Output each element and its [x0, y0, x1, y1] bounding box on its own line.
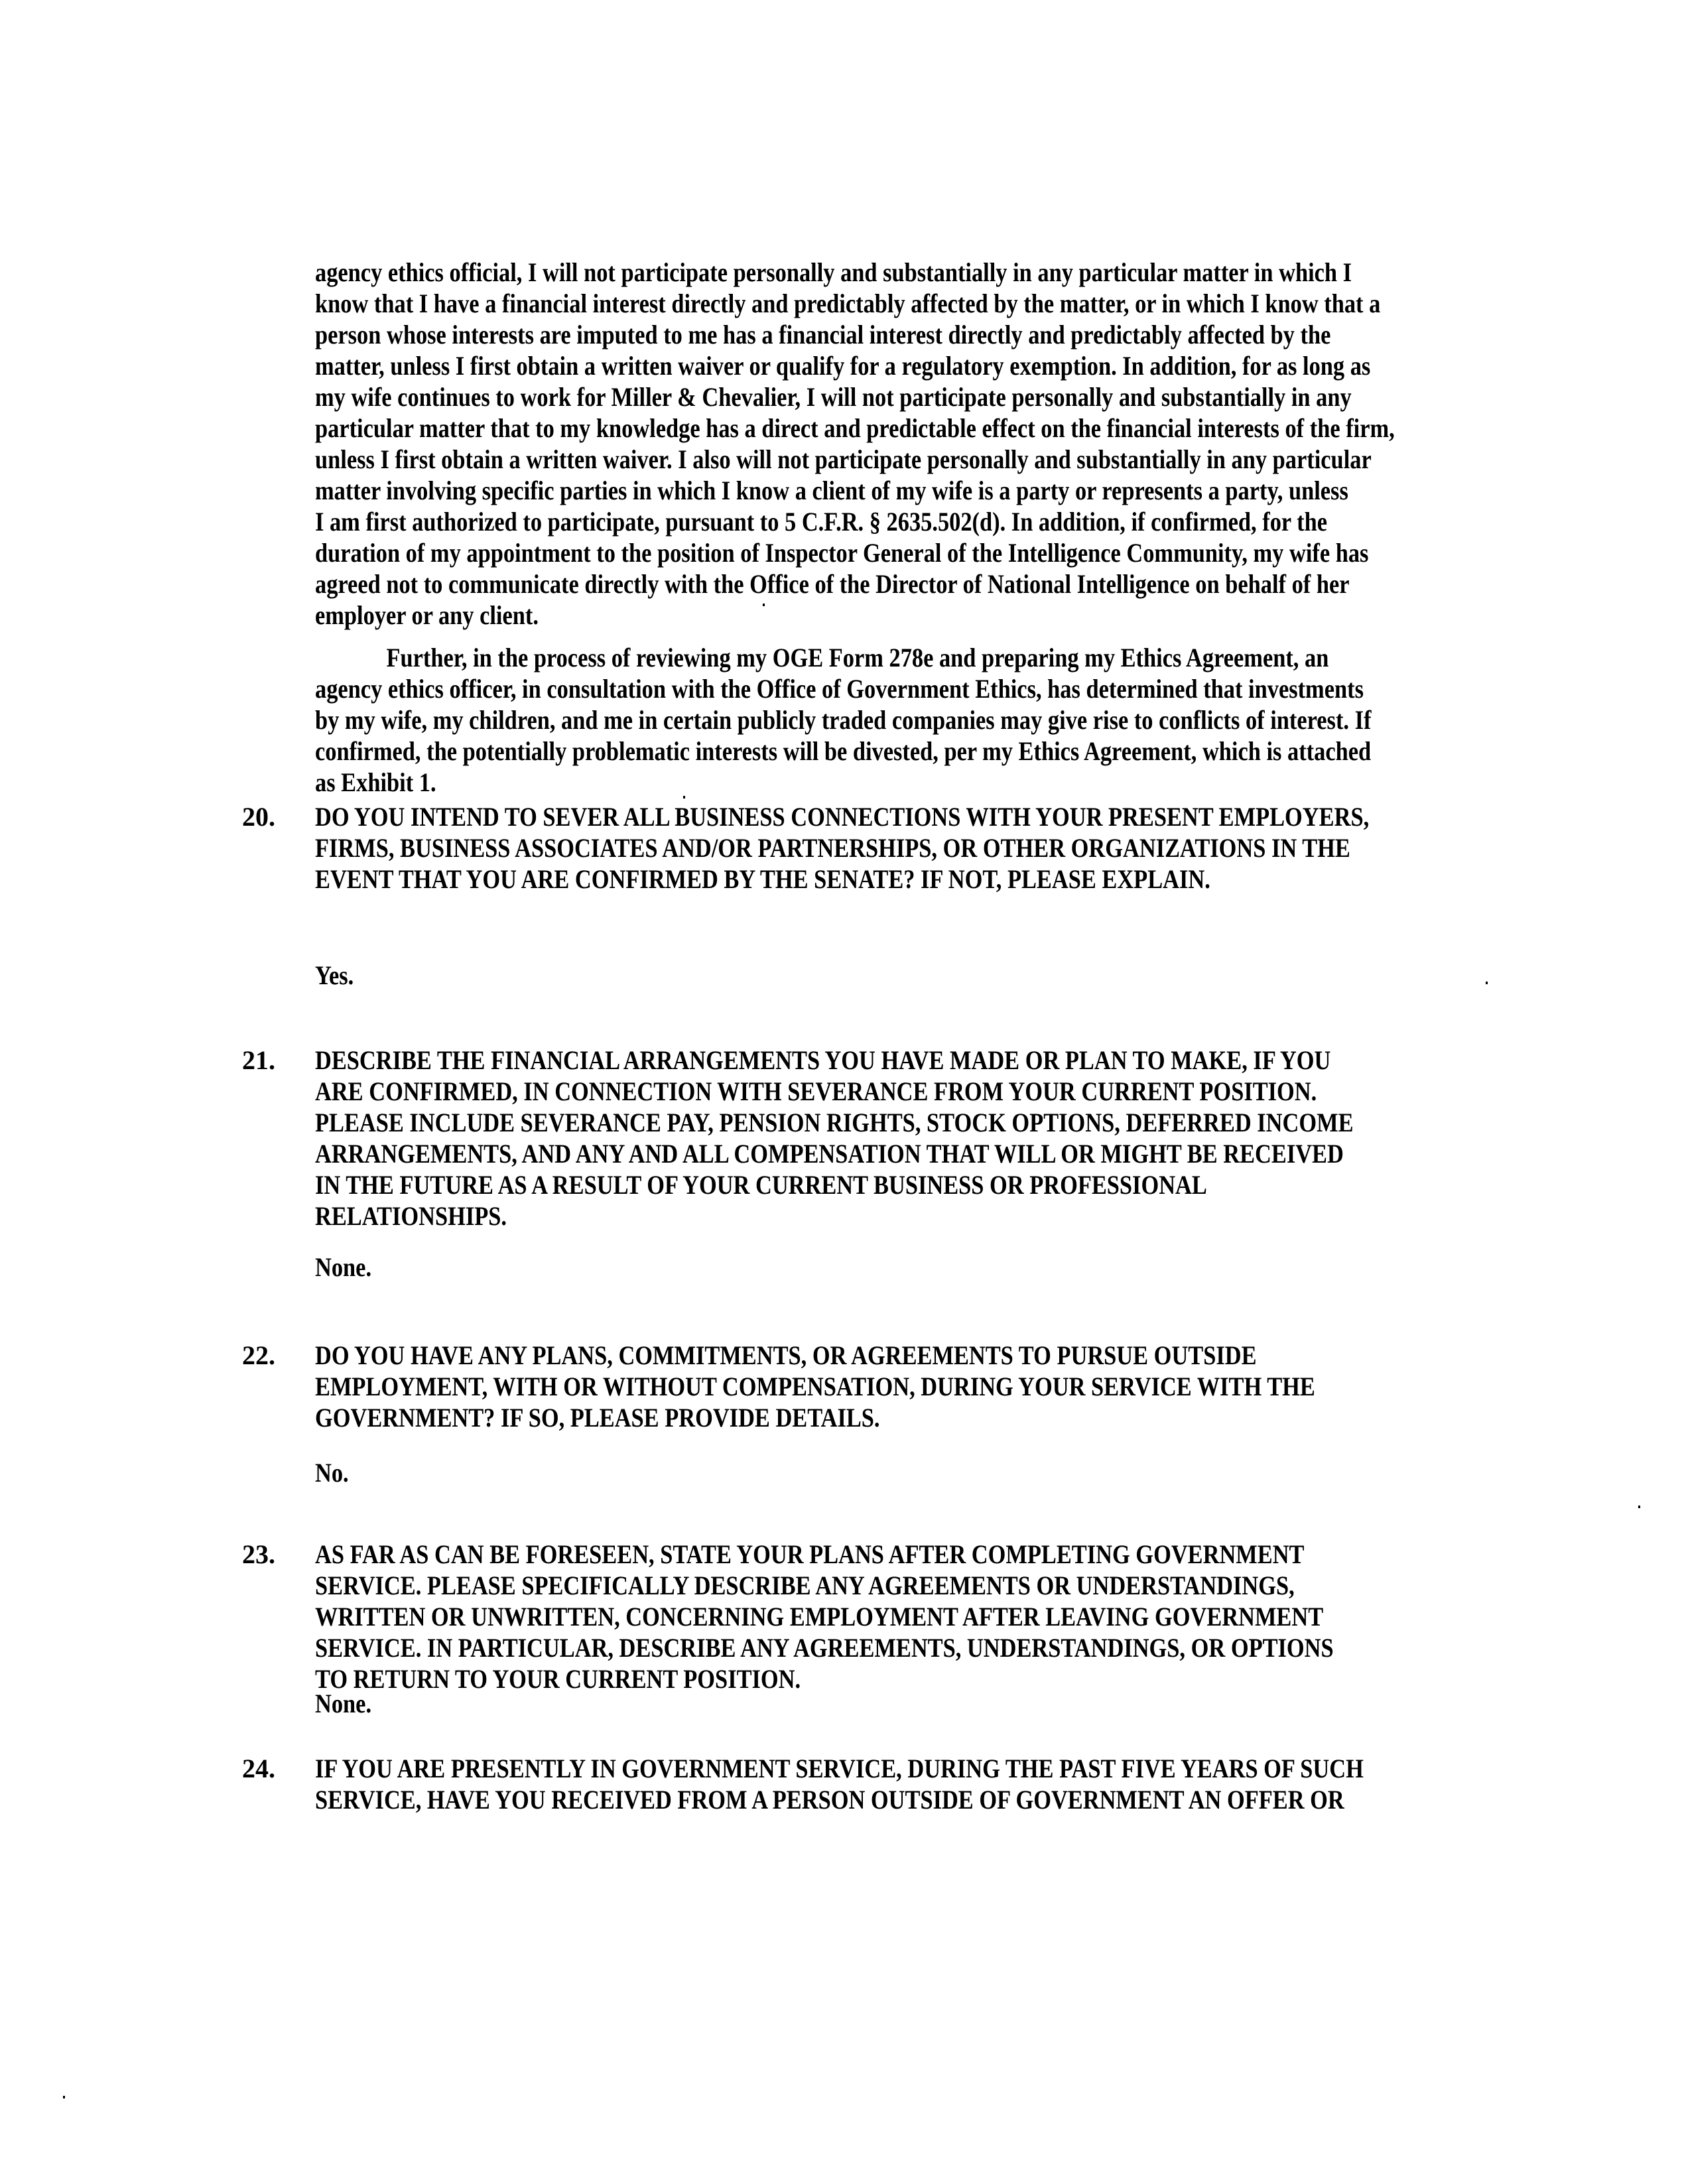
answer-text: None.: [315, 1252, 372, 1282]
answer-text: No.: [315, 1458, 349, 1488]
scan-speck: [763, 604, 765, 606]
text-line: DO YOU INTEND TO SEVER ALL BUSINESS CONNECTIONS WITH YOUR PRESENT EMPLOYERS,: [315, 802, 1370, 832]
text-line: duration of my appointment to the position of Inspector General of the Intelligence Community, my wife has: [315, 538, 1369, 568]
text-line: unless I first obtain a written waiver. I also will not participate personally and substantially in any particular: [315, 444, 1372, 474]
scan-speck: [63, 2096, 65, 2098]
text-line: WRITTEN OR UNWRITTEN, CONCERNING EMPLOYMENT AFTER LEAVING GOVERNMENT: [315, 1602, 1324, 1632]
question-number: 20.: [242, 802, 275, 832]
text-line: ARE CONFIRMED, IN CONNECTION WITH SEVERANCE FROM YOUR CURRENT POSITION.: [315, 1076, 1317, 1106]
question-number: 22.: [242, 1340, 275, 1370]
scan-speck: [1486, 982, 1488, 984]
question-text: [315, 1753, 1364, 1815]
paragraph-recusal: [315, 257, 1395, 631]
text-line: by my wife, my children, and me in certain publicly traded companies may give rise to conflicts of interest. If: [315, 705, 1372, 735]
question-text: [315, 1340, 1315, 1433]
text-line: ARRANGEMENTS, AND ANY AND ALL COMPENSATION THAT WILL OR MIGHT BE RECEIVED: [315, 1139, 1344, 1169]
question-text: [315, 1539, 1334, 1695]
text-line: FIRMS, BUSINESS ASSOCIATES AND/OR PARTNERSHIPS, OR OTHER ORGANIZATIONS IN THE: [315, 833, 1350, 863]
scan-speck: [1638, 1506, 1640, 1508]
text-line: confirmed, the potentially problematic interests will be divested, per my Ethics Agreement, which is attached: [315, 736, 1372, 766]
question-number: 21.: [242, 1045, 275, 1075]
answer-text: None.: [315, 1689, 372, 1718]
text-line: TO RETURN TO YOUR CURRENT POSITION.: [315, 1664, 801, 1694]
text-line: know that I have a financial interest directly and predictably affected by the matter, or in which I know that a: [315, 289, 1381, 318]
text-line: particular matter that to my knowledge has a direct and predictable effect on the financial interests of the firm,: [315, 413, 1395, 443]
text-line: I am first authorized to participate, pursuant to 5 C.F.R. § 2635.502(d). In addition, if confirmed, for the: [315, 507, 1328, 537]
text-line: employer or any client.: [315, 600, 539, 630]
text-line: DO YOU HAVE ANY PLANS, COMMITMENTS, OR AGREEMENTS TO PURSUE OUTSIDE: [315, 1340, 1257, 1370]
text-line: RELATIONSHIPS.: [315, 1201, 507, 1231]
text-line: as Exhibit 1.: [315, 767, 436, 797]
text-line: agency ethics official, I will not participate personally and substantially in any particular matter in which I: [315, 257, 1352, 287]
text-line: SERVICE, HAVE YOU RECEIVED FROM A PERSON OUTSIDE OF GOVERNMENT AN OFFER OR: [315, 1785, 1344, 1815]
text-line: GOVERNMENT? IF SO, PLEASE PROVIDE DETAILS.: [315, 1403, 880, 1433]
text-line: my wife continues to work for Miller & Chevalier, I will not participate personally and substantially in any: [315, 382, 1352, 412]
text-line: IF YOU ARE PRESENTLY IN GOVERNMENT SERVICE, DURING THE PAST FIVE YEARS OF SUCH: [315, 1754, 1364, 1783]
text-line: AS FAR AS CAN BE FORESEEN, STATE YOUR PLANS AFTER COMPLETING GOVERNMENT: [315, 1539, 1305, 1569]
paragraph-divestiture: [315, 642, 1371, 798]
text-line: Further, in the process of reviewing my OGE Form 278e and preparing my Ethics Agreement, an: [386, 643, 1329, 673]
text-line: EVENT THAT YOU ARE CONFIRMED BY THE SENATE? IF NOT, PLEASE EXPLAIN.: [315, 864, 1210, 894]
text-line: matter involving specific parties in which I know a client of my wife is a party or represents a party, unless: [315, 476, 1348, 505]
text-line: DESCRIBE THE FINANCIAL ARRANGEMENTS YOU HAVE MADE OR PLAN TO MAKE, IF YOU: [315, 1045, 1331, 1075]
text-line: agency ethics officer, in consultation with the Office of Government Ethics, has determined that investments: [315, 674, 1364, 704]
text-line: IN THE FUTURE AS A RESULT OF YOUR CURRENT BUSINESS OR PROFESSIONAL: [315, 1170, 1207, 1200]
scan-speck: [683, 796, 685, 799]
question-number: 23.: [242, 1539, 275, 1569]
text-line: SERVICE. PLEASE SPECIFICALLY DESCRIBE ANY AGREEMENTS OR UNDERSTANDINGS,: [315, 1571, 1295, 1600]
question-text: [315, 1045, 1354, 1232]
text-line: SERVICE. IN PARTICULAR, DESCRIBE ANY AGREEMENTS, UNDERSTANDINGS, OR OPTIONS: [315, 1633, 1334, 1663]
text-line: PLEASE INCLUDE SEVERANCE PAY, PENSION RIGHTS, STOCK OPTIONS, DEFERRED INCOME: [315, 1108, 1354, 1137]
text-line: person whose interests are imputed to me has a financial interest directly and predictably affected by the: [315, 320, 1331, 350]
answer-text: Yes.: [315, 960, 354, 990]
question-text: [315, 801, 1369, 895]
text-line: matter, unless I first obtain a written waiver or qualify for a regulatory exemption. In addition, for as long as: [315, 351, 1371, 381]
question-number: 24.: [242, 1754, 275, 1783]
text-line: EMPLOYMENT, WITH OR WITHOUT COMPENSATION, DURING YOUR SERVICE WITH THE: [315, 1372, 1315, 1401]
text-line: agreed not to communicate directly with the Office of the Director of National Intelligence on behalf of her: [315, 569, 1350, 599]
